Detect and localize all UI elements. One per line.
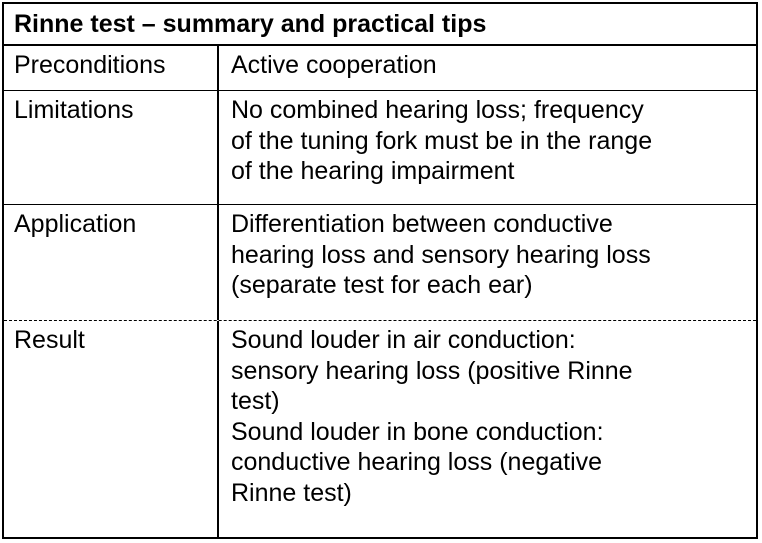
value-line: Active cooperation [231, 51, 437, 79]
value-line: of the hearing impairment [231, 157, 515, 185]
row-label: Preconditions [4, 46, 219, 90]
value-line: sensory hearing loss (positive Rinne [231, 356, 633, 385]
summary-table [2, 2, 758, 539]
value-line: conductive hearing loss (negative [231, 448, 603, 476]
table-row-result [4, 321, 756, 537]
row-value [219, 321, 756, 537]
row-label: Result [4, 321, 219, 537]
table-row-application [4, 205, 756, 321]
table-title: Rinne test – summary and practical tips [4, 4, 756, 46]
value-line: Differentiation between conductive [231, 210, 613, 238]
value-line: Sound louder in air conduction: [231, 326, 576, 354]
row-value [219, 91, 756, 204]
value-line: (separate test for each ear) [231, 271, 533, 299]
value-line: test) [231, 387, 280, 415]
row-label: Application [4, 205, 219, 320]
value-line: Rinne test) [231, 478, 352, 507]
row-label: Limitations [4, 91, 219, 204]
table-row-preconditions [4, 46, 756, 91]
table-row-limitations [4, 91, 756, 205]
row-value [219, 46, 756, 90]
value-line: hearing loss and sensory hearing loss [231, 240, 651, 269]
row-value [219, 205, 756, 320]
value-line: Sound louder in bone conduction: [231, 417, 604, 446]
value-line: No combined hearing loss; frequency [231, 96, 644, 124]
value-line: of the tuning fork must be in the range [231, 126, 653, 155]
